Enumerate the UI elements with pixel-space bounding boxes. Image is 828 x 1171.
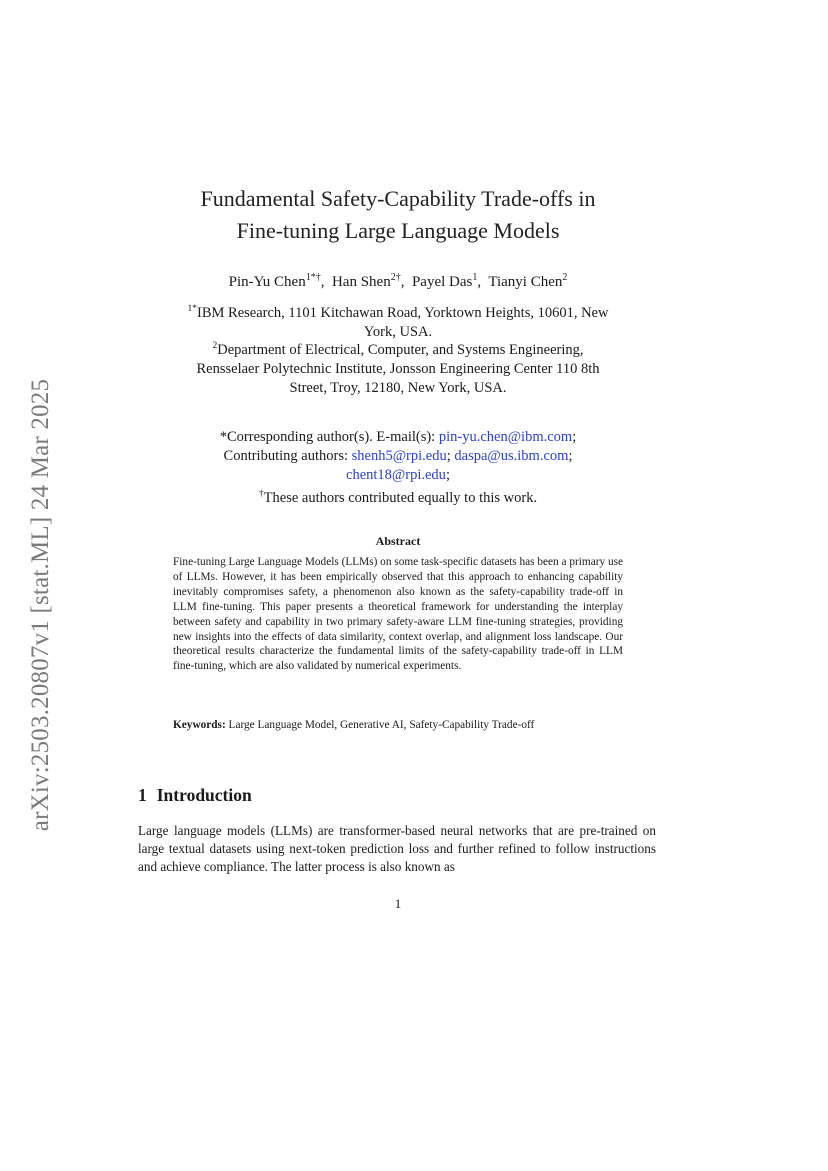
affiliation-2 xyxy=(140,337,656,398)
affiliation-line: Rensselaer Polytechnic Institute, Jonsson Engineering Center 110 8th xyxy=(196,360,600,377)
section-title: Introduction xyxy=(156,785,252,805)
author-name: Han Shen xyxy=(331,274,391,290)
introduction-paragraph: Large language models (LLMs) are transformer-based neural networks that are pre-trained on large textual datasets using next-token prediction loss and further refined to follow instructions and achieve compliance. The latter process is also known as xyxy=(138,823,656,874)
section-number: 1 xyxy=(138,785,147,805)
abstract-heading: Abstract xyxy=(375,534,421,548)
author-marks: 2 xyxy=(562,272,568,283)
author-name: Pin-Yu Chen xyxy=(228,274,306,290)
author-name: Tianyi Chen xyxy=(488,274,563,290)
paper-title xyxy=(140,183,656,247)
author-marks: 1 xyxy=(472,272,478,283)
author-list: Pin-Yu Chen$^{1*\dagger}$, Han Shen$^{2\dagger}$, Payel Das$^1$, Tianyi Chen$^2$ xyxy=(228,272,568,290)
affiliation-line: Department of Electrical, Computer, and Systems Engineering, xyxy=(217,341,584,358)
equal-contribution-mark: † xyxy=(258,489,264,499)
section-heading-introduction xyxy=(138,785,252,806)
affiliation-line: Street, Troy, 12180, New York, USA. xyxy=(289,379,507,396)
keywords-line xyxy=(173,718,633,732)
keywords-label: Keywords: xyxy=(173,719,226,731)
affiliation-mark: 1* xyxy=(187,304,198,314)
contributing-email-link[interactable]: daspa@us.ibm.com xyxy=(454,448,569,464)
abstract-text: Fine-tuning Large Language Models (LLMs) on some task-specific datasets has been a primary use of LLMs. However, it has been empirically observed that this approach to enhancing capability inevitably compromises safety, a phenomenon also known as the safety-capability trade-off in LLM fine-tuning. This paper presents a theoretical framework for understanding the interplay between safety and capability in two primary safety-aware LLM fine-tuning strategies, providing new insights into the effects of data similarity, context overlap, and alignment loss landscape. Our theoretical results characterize the fundamental limits of the safety-capability trade-off in LLM fine-tuning, which are also validated by numerical experiments. xyxy=(173,556,623,673)
equal-contribution-note: These authors contributed equally to this work. xyxy=(263,489,538,506)
title-line-2: Fine-tuning Large Language Models xyxy=(236,218,560,243)
corresponding-email-link[interactable]: pin-yu.chen@ibm.com xyxy=(438,429,573,445)
corresponding-label: *Corresponding author(s). E-mail(s): xyxy=(219,429,439,445)
contributing-email-link[interactable]: shenh5@rpi.edu xyxy=(351,448,447,464)
author-name: Payel Das xyxy=(411,274,473,290)
arxiv-identifier-stamp: arXiv:2503.20807v1 [stat.ML] 24 Mar 2025 xyxy=(27,378,54,832)
affiliation-line: IBM Research, 1101 Kitchawan Road, Yorktown Heights, 10601, New xyxy=(197,304,609,321)
page-number: 1 xyxy=(394,896,402,911)
affiliation-1 xyxy=(140,300,656,342)
contributing-email-link[interactable]: chent18@rpi.edu xyxy=(346,467,446,483)
keywords-text: Large Language Model, Generative AI, Safety-Capability Trade-off xyxy=(228,719,535,731)
affiliation-mark: 2 xyxy=(212,341,218,351)
title-line-1: Fundamental Safety-Capability Trade-offs in xyxy=(200,186,596,211)
affiliation-line: York, USA. xyxy=(363,323,433,340)
author-marks: 1*† xyxy=(305,272,321,283)
contributing-label: Contributing authors: xyxy=(223,448,352,464)
correspondence-block: *Corresponding author(s). E-mail(s): pin-yu.chen@ibm.com; Contributing authors: shenh5@rpi.edu; daspa@us.ibm.com; chent18@rpi.edu; †These authors contributed equally to this work. xyxy=(219,429,577,506)
author-marks: 2† xyxy=(390,272,401,283)
